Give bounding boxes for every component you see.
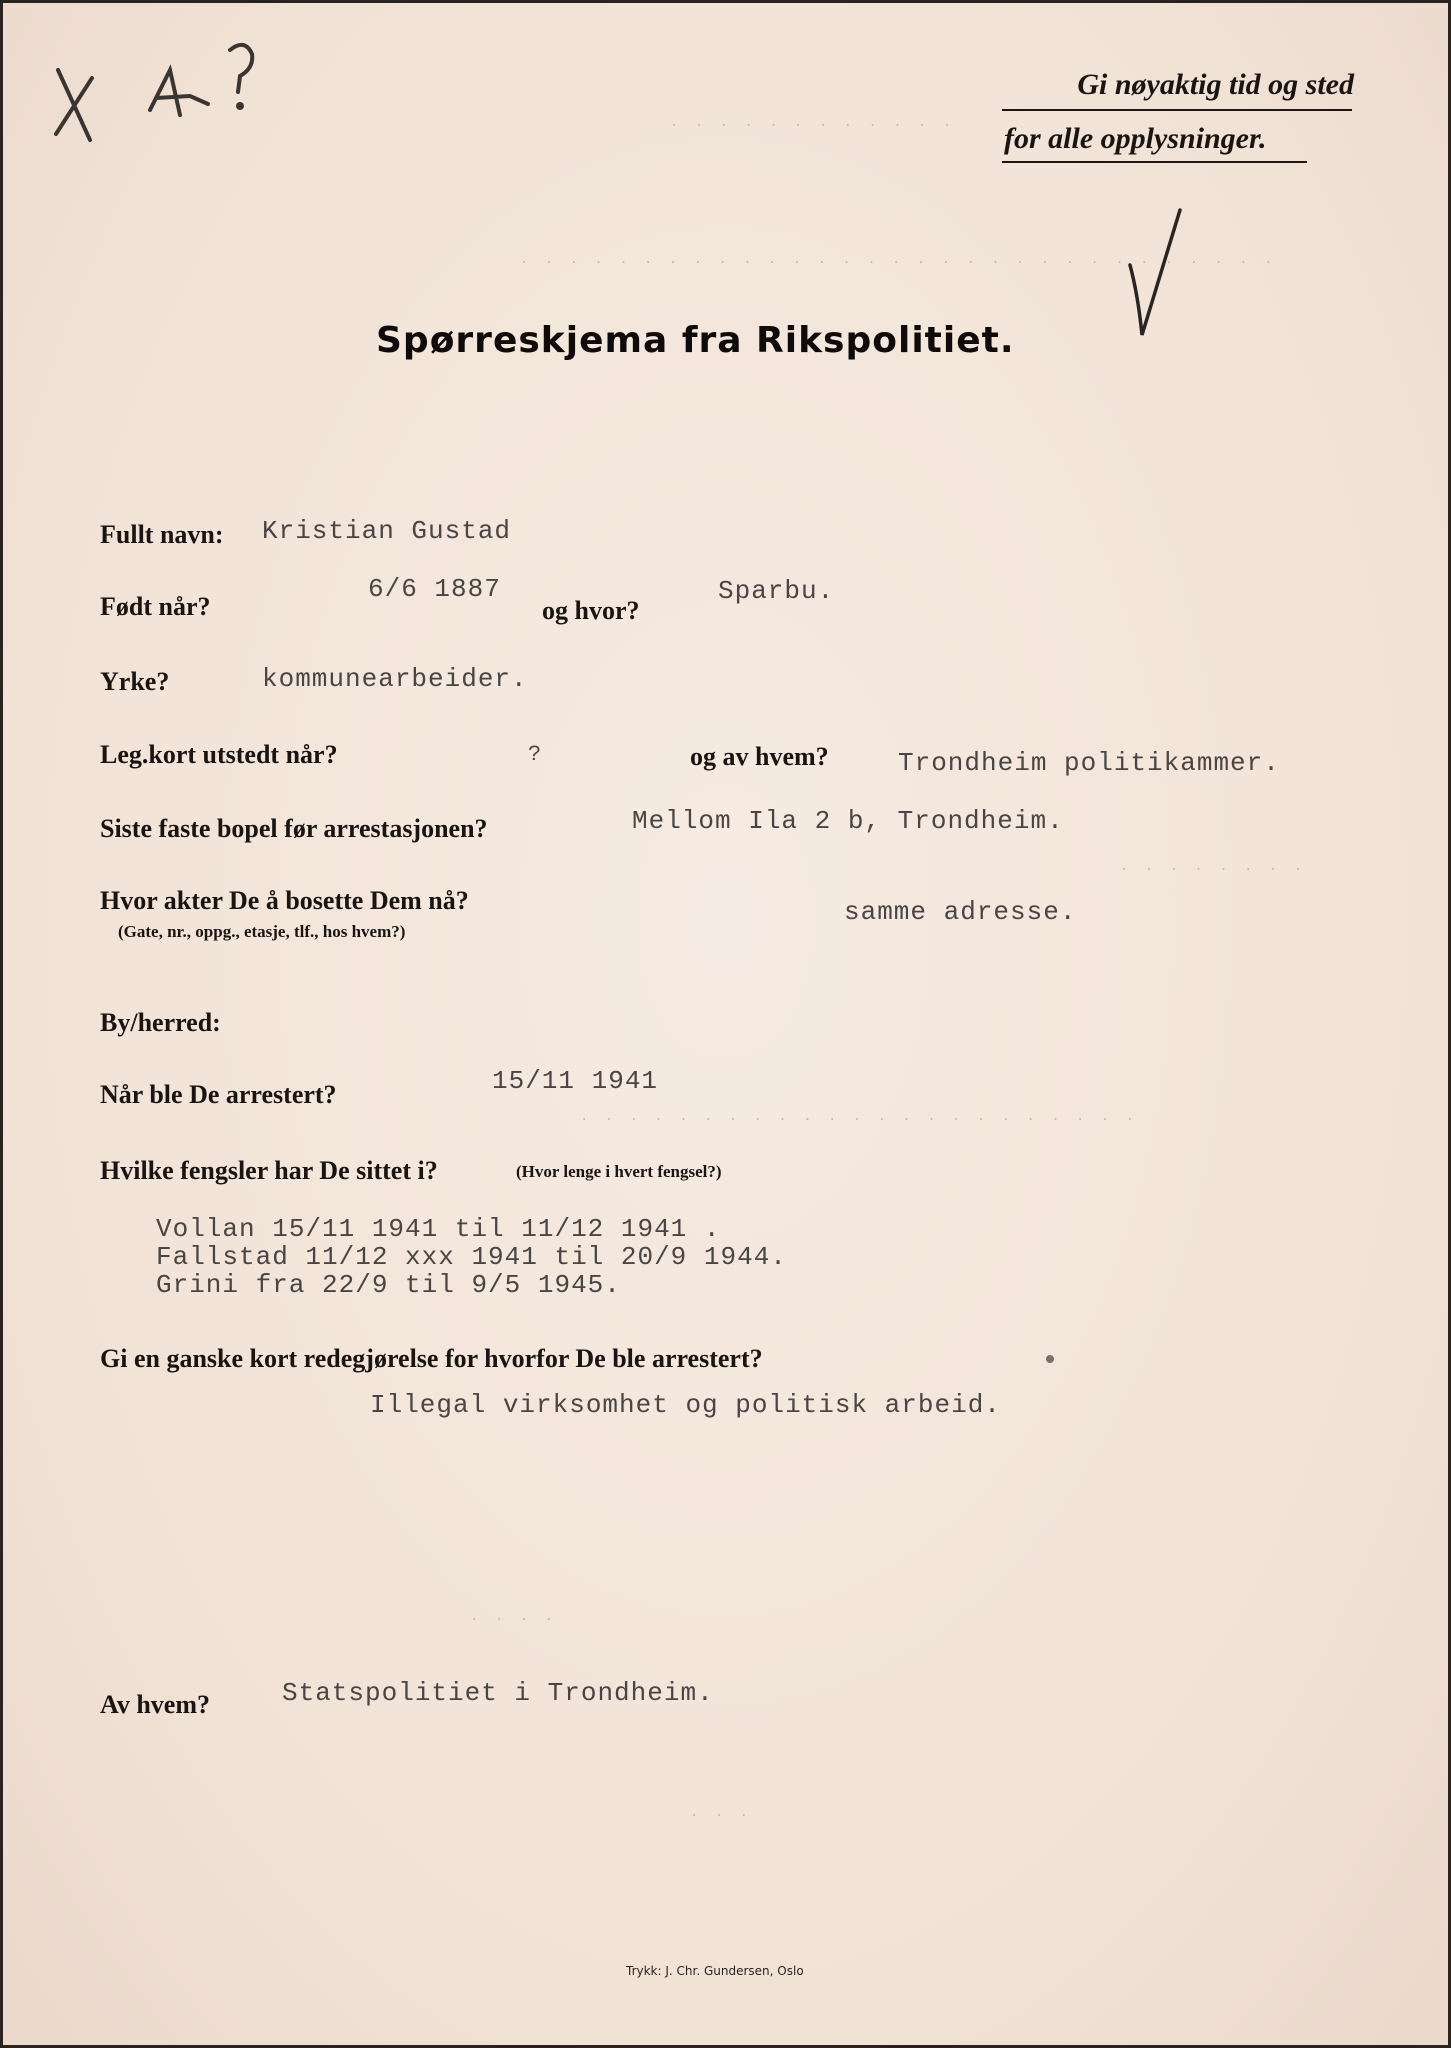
arrested-by-value: Statspolitiet i Trondheim. xyxy=(282,1678,714,1708)
last-address-value: Mellom Ila 2 b, Trondheim. xyxy=(632,806,1064,836)
instruction-note-line1: Gi nøyaktig tid og sted xyxy=(1077,68,1354,101)
full-name-label: Fullt navn: xyxy=(100,520,224,549)
born-when-label: Født når? xyxy=(100,592,211,621)
note-underline-2 xyxy=(1002,161,1307,163)
bleed-through-text: · · · xyxy=(690,1808,753,1824)
bleed-through-text: · · · · · · · · · · · · · · · · · · · · · · · · · · · · · · · xyxy=(520,255,1277,271)
ink-dot xyxy=(1046,1355,1054,1363)
id-card-by-label: og av hvem? xyxy=(690,742,829,771)
arrested-when-value: 15/11 1941 xyxy=(492,1066,659,1096)
arrested-by-label: Av hvem? xyxy=(100,1690,211,1719)
id-card-when-label: Leg.kort utstedt når? xyxy=(100,740,338,769)
bleed-through-text: · · · · · · · · xyxy=(1120,862,1307,878)
born-where-value: Sparbu. xyxy=(718,576,835,606)
settle-sublabel: (Gate, nr., oppg., etasje, tlf., hos hvem?) xyxy=(118,922,406,941)
occupation-value: kommunearbeider. xyxy=(262,664,528,694)
handwritten-marks xyxy=(40,30,280,150)
prisons-label: Hvilke fengsler har De sittet i? xyxy=(100,1156,438,1185)
printer-imprint: Trykk: J. Chr. Gundersen, Oslo xyxy=(626,1964,804,1978)
born-where-label: og hvor? xyxy=(542,596,640,625)
full-name-value: Kristian Gustad xyxy=(262,516,512,546)
bleed-through-text: · · · · xyxy=(470,1612,557,1628)
bleed-through-text: · · · · · · · · · · · · · · · · · · · · · · · xyxy=(580,1112,1139,1128)
prison-line-2: Fallstad 11/12 xxx 1941 til 20/9 1944. xyxy=(156,1242,787,1272)
reason-value: Illegal virksomhet og politisk arbeid. xyxy=(370,1390,1001,1420)
prison-line-1: Vollan 15/11 1941 til 11/12 1941 . xyxy=(156,1214,721,1244)
prison-line-3: Grini fra 22/9 til 9/5 1945. xyxy=(156,1270,621,1300)
last-address-label: Siste faste bopel før arrestasjonen? xyxy=(100,814,488,843)
form-title: Spørreskjema fra Rikspolitiet. xyxy=(376,320,1015,361)
prisons-sublabel: (Hvor lenge i hvert fengsel?) xyxy=(516,1162,722,1181)
settle-label: Hvor akter De å bosette Dem nå? xyxy=(100,886,469,915)
note-underline-1 xyxy=(1002,109,1352,111)
occupation-label: Yrke? xyxy=(100,667,170,696)
bleed-through-text: · · · · · · · · · · · · xyxy=(670,118,956,134)
id-card-by-value: Trondheim politikammer. xyxy=(898,748,1280,778)
arrested-when-label: Når ble De arrestert? xyxy=(100,1080,337,1109)
checkmark-icon xyxy=(1120,205,1200,345)
reason-label: Gi en ganske kort redegjørelse for hvorfor De ble arrestert? xyxy=(100,1344,763,1373)
settle-value: samme adresse. xyxy=(844,897,1077,927)
municipality-label: By/herred: xyxy=(100,1008,221,1037)
born-when-value: 6/6 1887 xyxy=(368,574,501,604)
id-card-when-value: ? xyxy=(528,742,543,767)
instruction-note-line2: for alle opplysninger. xyxy=(1004,122,1267,155)
